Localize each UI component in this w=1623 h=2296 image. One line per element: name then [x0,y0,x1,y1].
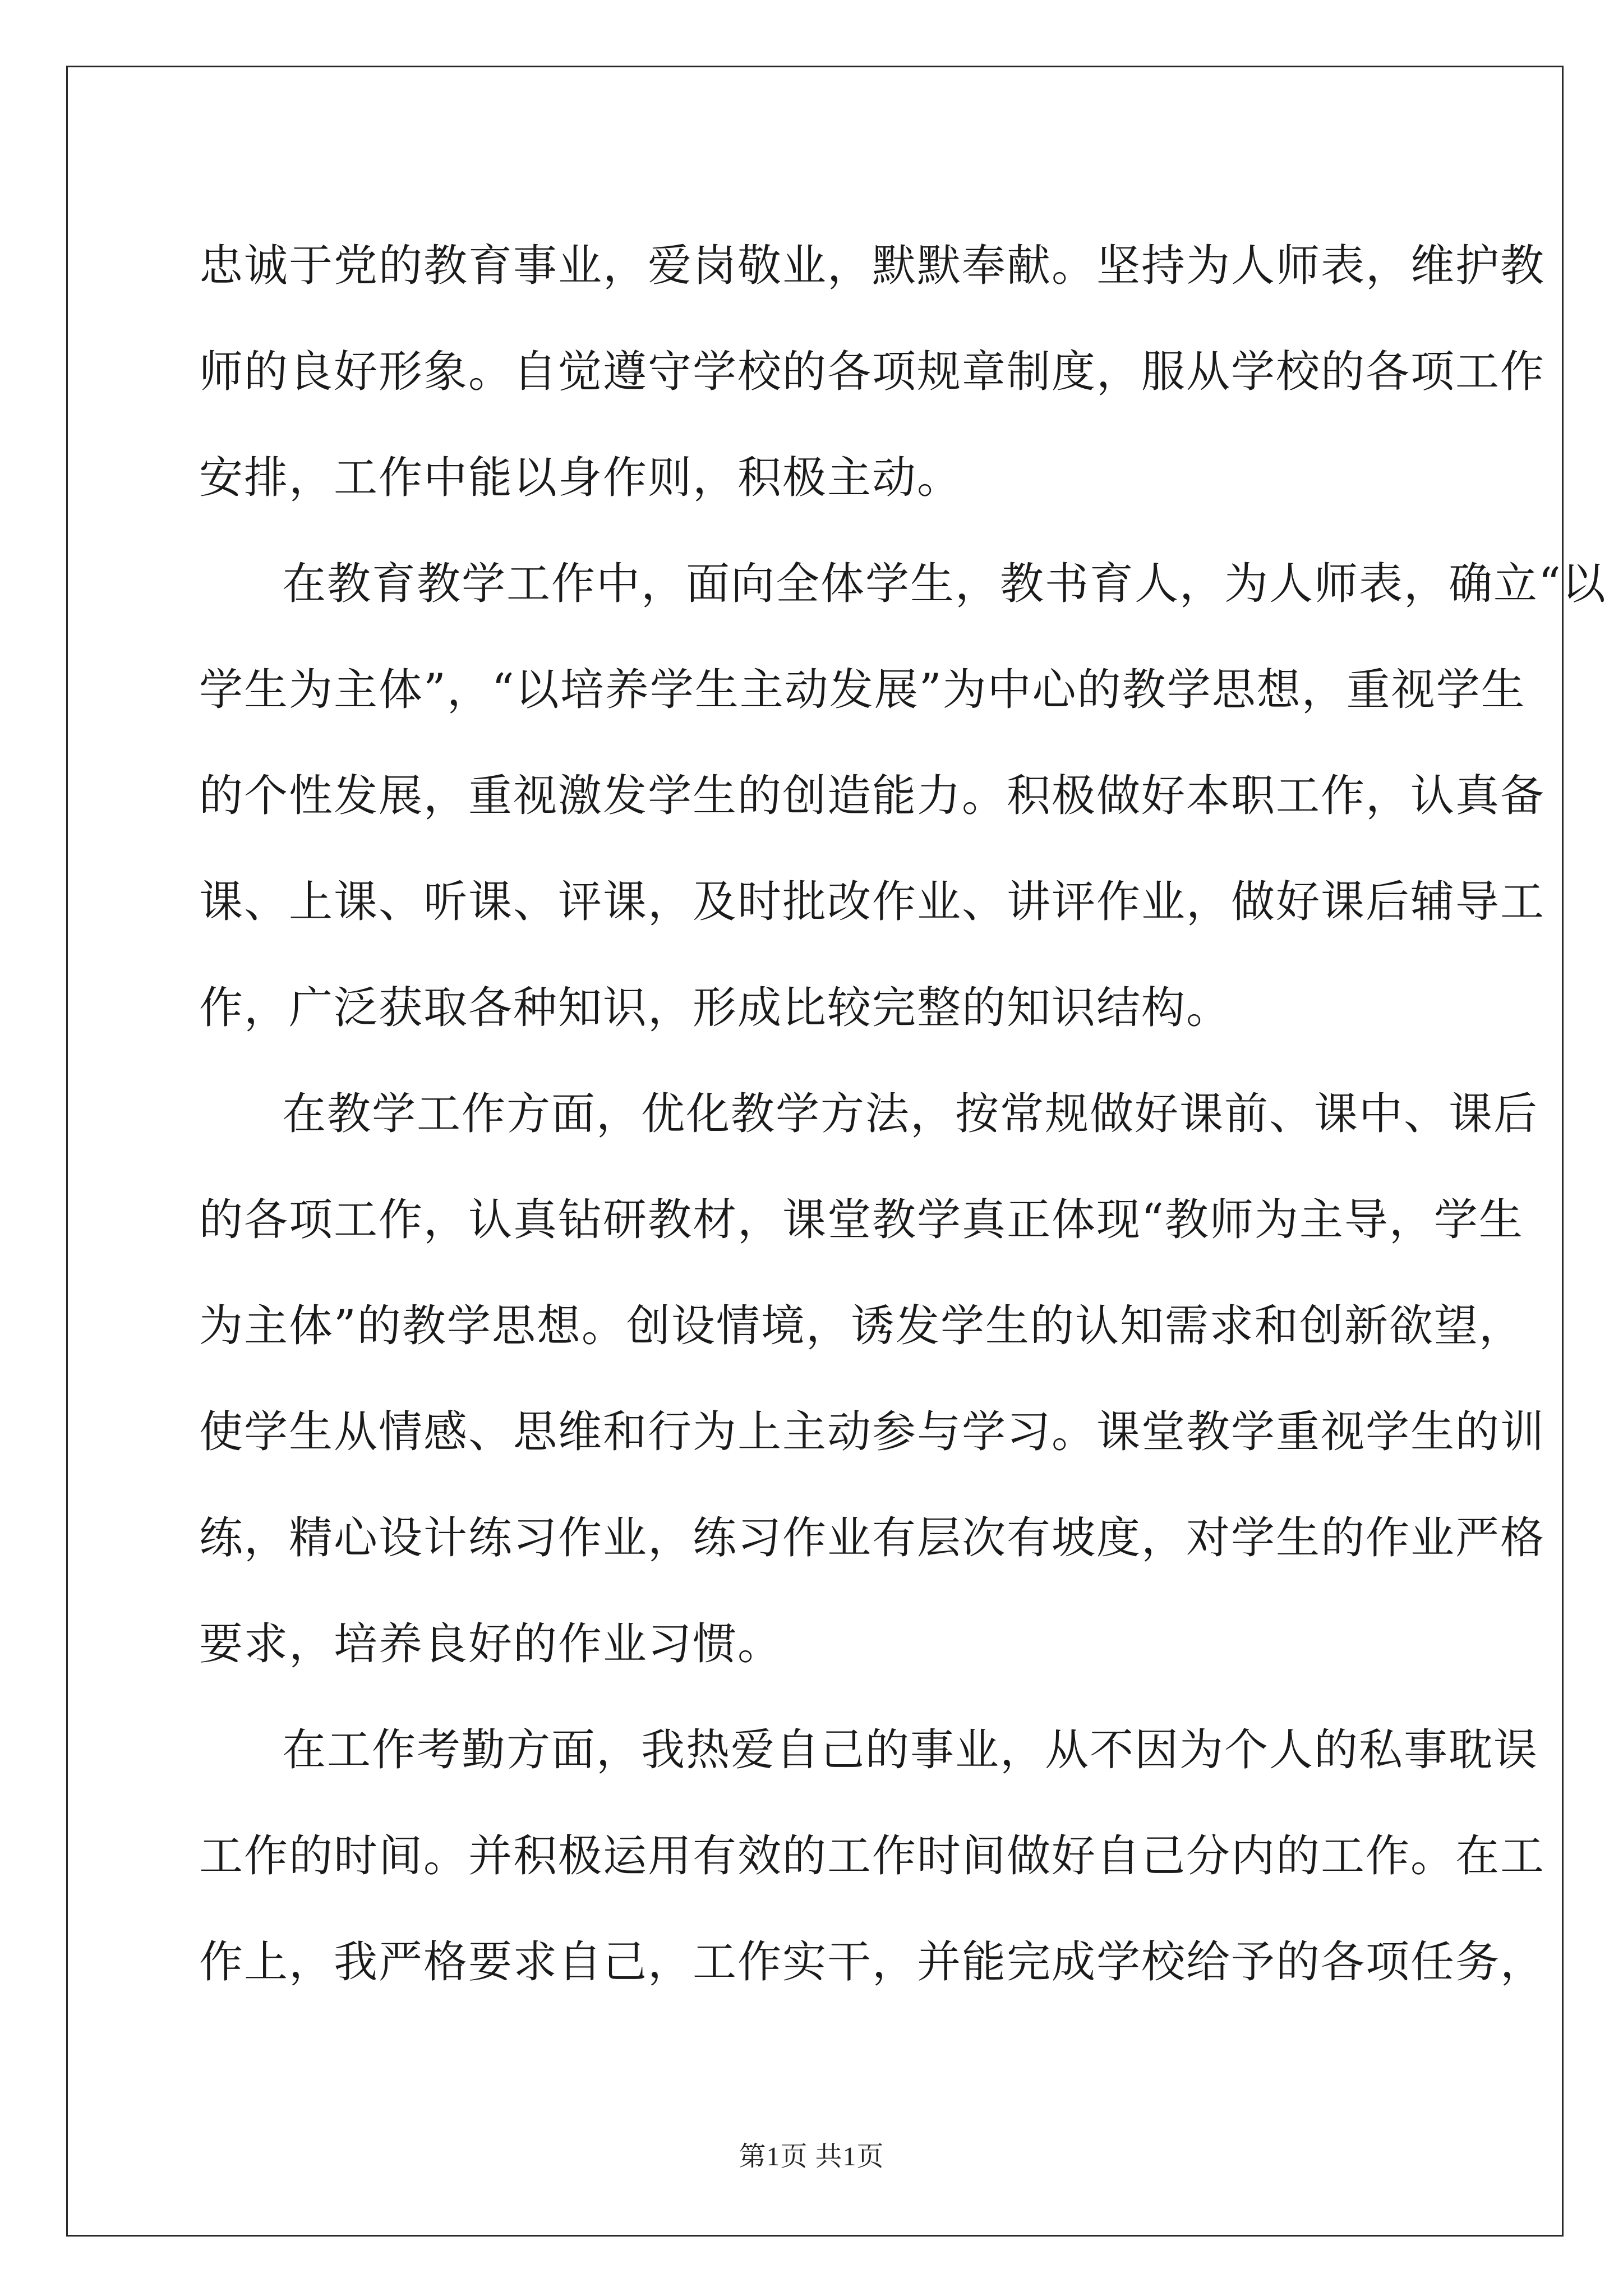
text-line: 在教育教学工作中，面向全体学生，教书育人，为人师表，确立“以 [282,559,1607,609]
text-line: 工作的时间。并积极运用有效的工作时间做好自己分内的工作。在工 [199,1831,1546,1881]
text-line: 练，精心设计练习作业，练习作业有层次有坡度，对学生的作业严格 [199,1513,1546,1563]
text-line: 安排，工作中能以身作则，积极主动。 [199,453,962,503]
text-line: 作，广泛获取各种知识，形成比较完整的知识结构。 [199,983,1232,1033]
text-line: 为主体”的教学思想。创设情境，诱发学生的认知需求和创新欲望， [199,1301,1524,1351]
page-number-footer: 第1页 共1页 [739,2142,884,2171]
text-line: 师的良好形象。自觉遵守学校的各项规章制度，服从学校的各项工作 [199,347,1546,397]
text-line: 在教学工作方面，优化教学方法，按常规做好课前、课中、课后 [282,1089,1539,1139]
text-line: 的各项工作，认真钻研教材，课堂教学真正体现“教师为主导，学生 [199,1195,1524,1245]
text-line: 使学生从情感、思维和行为上主动参与学习。课堂教学重视学生的训 [199,1407,1546,1457]
text-line: 忠诚于党的教育事业，爱岗敬业，默默奉献。坚持为人师表，维护教 [199,241,1546,291]
text-line: 作上，我严格要求自己，工作实干，并能完成学校给予的各项任务， [199,1937,1546,1987]
text-line: 要求，培养良好的作业习惯。 [199,1619,783,1669]
text-line: 课、上课、听课、评课，及时批改作业、讲评作业，做好课后辅导工 [199,877,1546,927]
text-line: 学生为主体”，“以培养学生主动发展”为中心的教学思想，重视学生 [199,665,1526,715]
document-body [199,213,1607,2016]
text-line: 在工作考勤方面，我热爱自己的事业，从不因为个人的私事耽误 [282,1725,1539,1775]
text-line: 的个性发展，重视激发学生的创造能力。积极做好本职工作，认真备 [199,771,1546,821]
